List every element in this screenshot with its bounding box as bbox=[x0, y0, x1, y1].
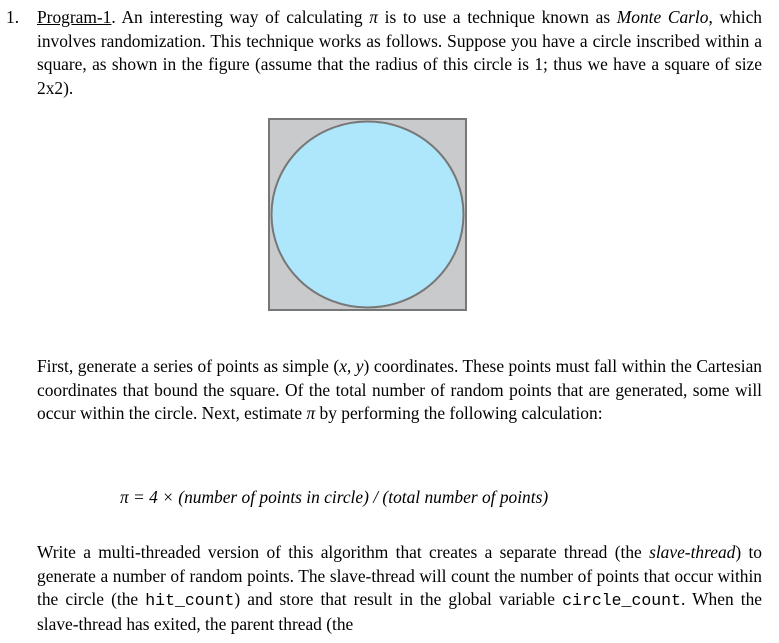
para4-text-a: Write a multi-threaded version of this algorithm that creates a separate thread (the bbox=[37, 542, 650, 562]
pi-formula bbox=[120, 486, 548, 510]
slave-thread-term: slave-thread bbox=[649, 542, 736, 562]
monte-carlo-term: Monte Carlo bbox=[616, 7, 709, 27]
intro-text-b: is to use a technique known as bbox=[377, 7, 617, 27]
para4-text-d: . When the slave-thread has exited, the parent thread (the bbox=[37, 589, 763, 634]
xy-term: x, y bbox=[339, 356, 364, 376]
pi-symbol: π bbox=[306, 403, 316, 423]
hit-count-code: hit_count bbox=[145, 591, 235, 610]
para2-text-c: by performing the following calculation: bbox=[315, 403, 603, 423]
formula-lhs: π = 4 × ( bbox=[120, 487, 185, 507]
para2-text-b: ) coordinates. These points must fall within the Cartesian coordinates that bound the square. Of the total number of random points that are generated, some will occur within the circle. Next, estimate bbox=[37, 356, 762, 423]
circle-in-square-figure bbox=[268, 118, 467, 311]
intro-text-c: , which involves randomization. This technique works as follows. Suppose you have a circle inscribed within a square, as shown in the figure (assume that the radius of this circle is 1; thus we have a square of size 2x2). bbox=[37, 7, 762, 98]
threads-paragraph bbox=[37, 541, 762, 636]
item-number: 1. bbox=[6, 7, 20, 27]
formula-end: ) bbox=[542, 487, 549, 507]
para4-text-b: ) to generate a number of random points. The slave-thread will count the number of points that occur within the circle (the bbox=[37, 542, 762, 609]
pi-symbol: π bbox=[369, 7, 378, 27]
circle-shape bbox=[272, 122, 464, 308]
program-title: Program-1 bbox=[37, 7, 112, 27]
formula-denominator: total number of points bbox=[388, 487, 543, 507]
circle-count-code: circle_count bbox=[562, 591, 681, 610]
formula-divider: ) / ( bbox=[363, 487, 389, 507]
formula-numerator: number of points in circle bbox=[184, 487, 364, 507]
intro-paragraph bbox=[37, 6, 762, 100]
intro-text-a: . An interesting way of calculating bbox=[111, 7, 370, 27]
para4-text-c: ) and store that result in the global variable bbox=[234, 589, 563, 609]
para2-text-a: First, generate a series of points as simple ( bbox=[37, 356, 340, 376]
points-paragraph bbox=[37, 355, 762, 426]
